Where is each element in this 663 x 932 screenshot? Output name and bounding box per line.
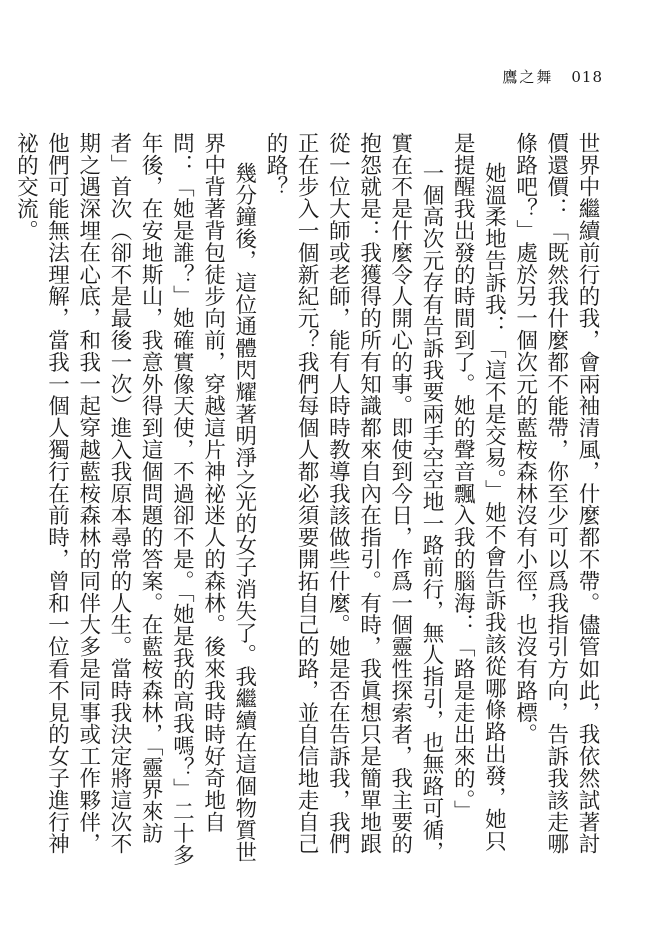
- page-number: 018: [571, 68, 603, 86]
- book-title: 鷹之舞: [502, 68, 554, 86]
- running-header: [502, 66, 603, 87]
- paragraph: 幾分鐘後，這位通體閃耀著明淨之光的女子消失了。我繼續在這個物質世界中背著背包徒步向前，穿越這片神祕迷人的森林。後來我時時好奇地自問：「她是誰？」她確實像天使，不過卻不是。「她是我的高我嗎？」二十多年後，在安地斯山，我意外得到這個問題的答案。在藍桉森林，「靈界來訪者」首次（卻不是最後一次）進入我原本尋常的人生。當時我決定將這次不期之遇深埋在心底，和我一起穿越藍桉森林的同伴大多是同事或工作夥伴，他們可能無法理解，當我一個人獨行在前時，曾和一位看不見的女子進行神祕的交流。: [13, 132, 257, 866]
- paragraph: 一個高次元存有告訴我要兩手空空地一路前行，無人指引，也無路可循，實在不是什麼令人開心的事。即使到今日，作爲一個靈性探索者，我主要的抱怨就是：我獲得的所有知識都來自內在指引。有時，我眞想只是簡單地跟從一位大師或老師，能有人時時教導我該做些什麼。她是否在告訴我，我們正在步入一個新紀元？我們每個人都必須要開拓自己的路，並自信地走自己的路？: [262, 132, 444, 863]
- body-text: [13, 132, 603, 867]
- paragraph: 世界中繼續前行的我，會兩袖清風，什麼都不帶。儘管如此，我依然試著討價還價：「既然我什麼都不能帶，你至少可以爲我指引方向，告訴我該走哪條路吧？」處於另一個次元的藍桉森林沒有小徑，也沒有路標。: [512, 132, 600, 855]
- paragraph: 她溫柔地告訴我：「這不是交易。」她不會告訴我該從哪條路出發，她只是提醒我出發的時間到了。她的聲音飄入我的腦海：「路是走出來的。」: [450, 132, 507, 853]
